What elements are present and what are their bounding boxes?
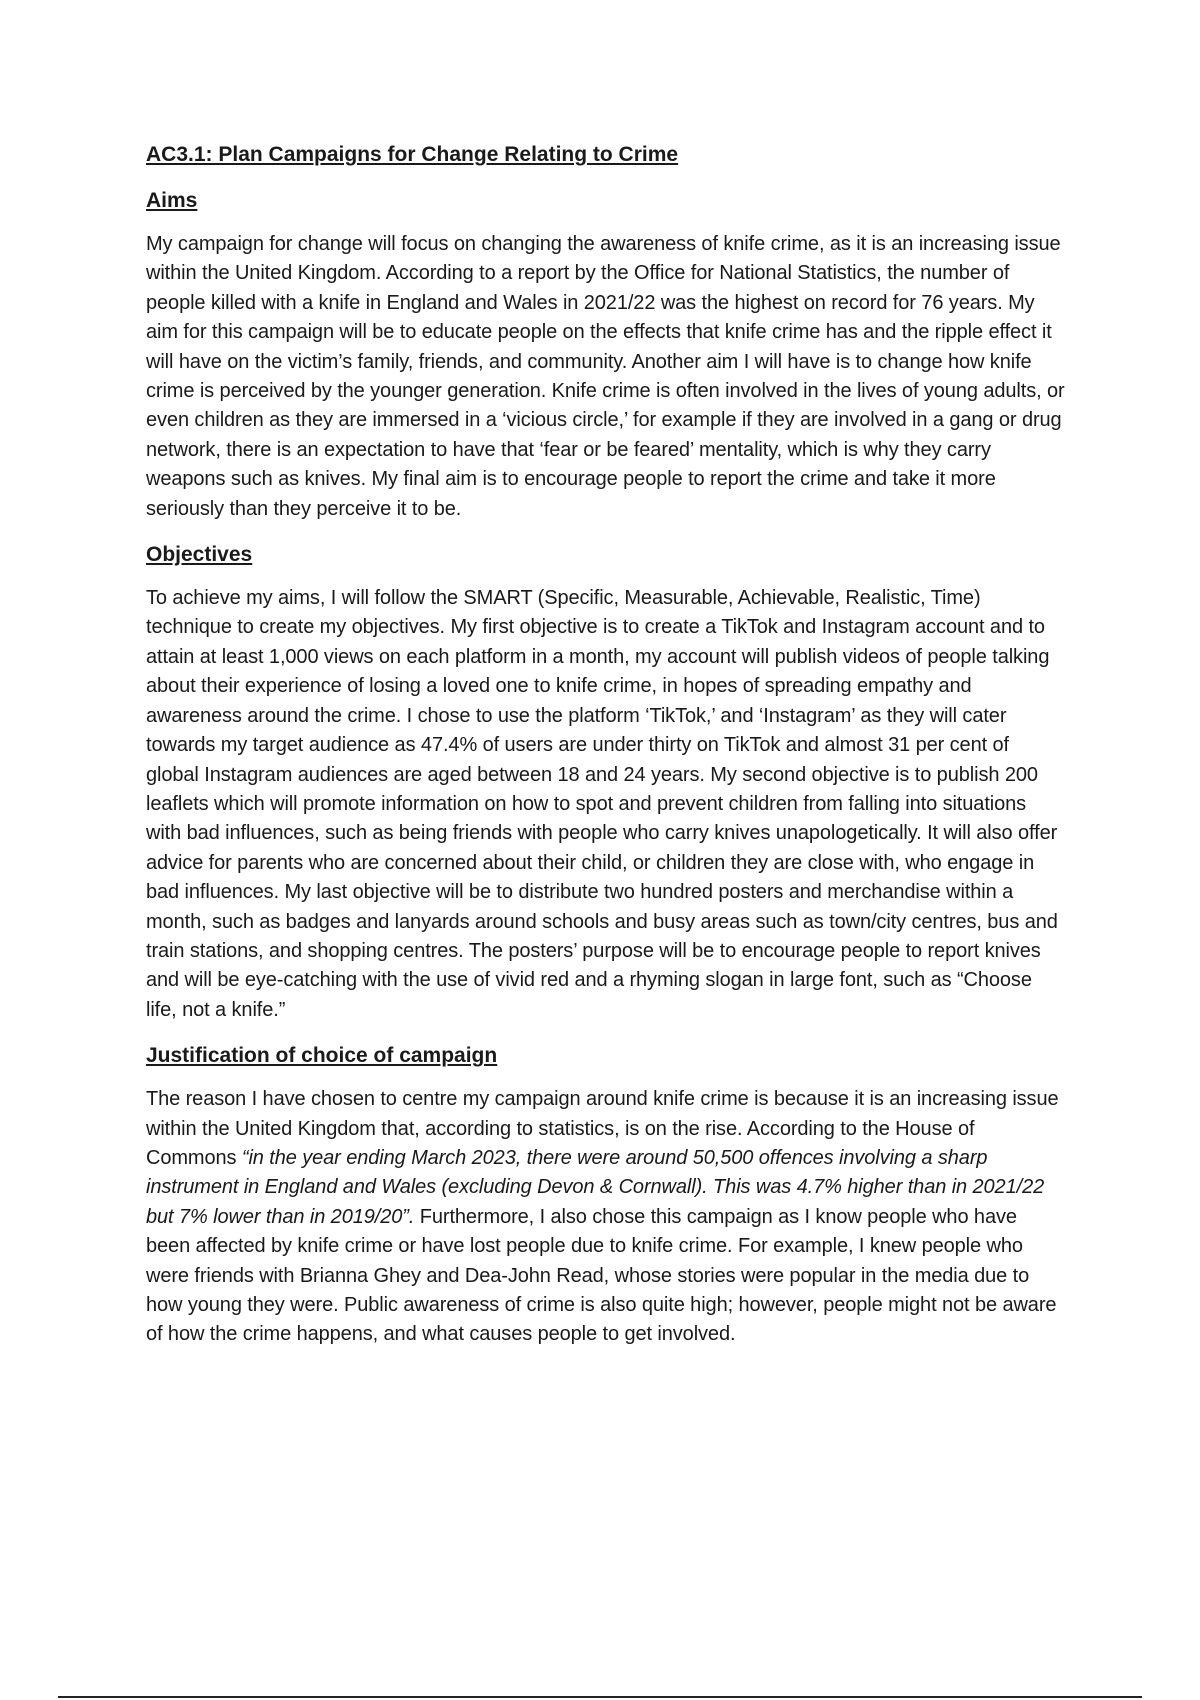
justification-paragraph bbox=[146, 1085, 1066, 1350]
document-title: AC3.1: Plan Campaigns for Change Relating to Crime bbox=[146, 143, 679, 166]
aims-heading: Aims bbox=[146, 189, 198, 212]
document-page bbox=[146, 140, 1066, 1366]
justification-quote: “in the year ending March 2023, there were around 50,500 offences involving a sharp instrument in England and Wales (excluding Devon & Cornwall). This was 4.7% higher than in 2021/22 but 7% lower than in 2019/20”. bbox=[146, 1146, 1045, 1228]
objectives-paragraph: To achieve my aims, I will follow the SMART (Specific, Measurable, Achievable, Realistic, Time) technique to create my objectives. My first objective is to create a TikTok and Instagram account and to attain at least 1,000 views on each platform in a month, my account will publish videos of people talking about their experience of losing a loved one to knife crime, in hopes of spreading empathy and awareness around the crime. I chose to use the platform ‘TikTok,’ and ‘Instagram’ as they will cater towards my target audience as 47.4% of users are under thirty on TikTok and almost 31 per cent of global Instagram audiences are aged between 18 and 24 years. My second objective is to publish 200 leaflets which will promote information on how to spot and prevent children from falling into situations with bad influences, such as being friends with people who carry knives unapologetically. It will also offer advice for parents who are concerned about their child, or children they are close with, who engage in bad influences. My last objective will be to distribute two hundred posters and merchandise within a month, such as badges and lanyards around schools and busy areas such as town/city centres, bus and train stations, and shopping centres. The posters’ purpose will be to encourage people to report knives and will be eye-catching with the use of vivid red and a rhyming slogan in large font, such as “Choose life, not a knife.” bbox=[146, 587, 1058, 1021]
page-bottom-rule bbox=[58, 1696, 1142, 1698]
objectives-heading: Objectives bbox=[146, 543, 253, 567]
justification-intro: The reason I have chosen to centre my campaign around knife crime is because it is an increasing issue within the United Kingdom that, according to statistics, is on the rise. According to the House of Commons bbox=[146, 1088, 1059, 1169]
justification-heading: Justification of choice of campaign bbox=[146, 1044, 498, 1068]
justification-rest: Furthermore, I also chose this campaign as I know people who have been affected by knife crime or have lost people due to knife crime. For example, I knew people who were friends with Brianna Ghey and Dea-John Read, whose stories were popular in the media due to how young they were. Public awareness of crime is also quite high; however, people might not be aware of how the crime happens, and what causes people to get involved. bbox=[146, 1205, 1057, 1346]
aims-paragraph: My campaign for change will focus on changing the awareness of knife crime, as it is an increasing issue within the United Kingdom. According to a report by the Office for National Statistics, the number of people killed with a knife in England and Wales in 2021/22 was the highest on record for 76 years. My aim for this campaign will be to educate people on the effects that knife crime has and the ripple effect it will have on the victim’s family, friends, and community. Another aim I will have is to change how knife crime is perceived by the younger generation. Knife crime is often involved in the lives of young adults, or even children as they are immersed in a ‘vicious circle,’ for example if they are involved in a gang or drug network, there is an expectation to have that ‘fear or be feared’ mentality, which is why they carry weapons such as knives. My final aim is to encourage people to report the crime and take it more seriously than they perceive it to be. bbox=[146, 233, 1065, 520]
